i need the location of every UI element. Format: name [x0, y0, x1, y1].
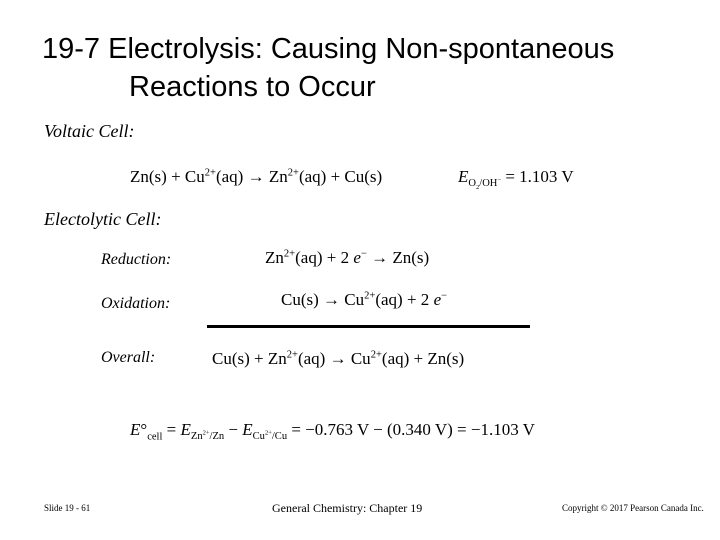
title-line-2: Reactions to Occur — [129, 71, 376, 103]
title-line-1: 19-7 Electrolysis: Causing Non-spontaneous — [42, 33, 615, 65]
reduction-equation: $Zn^{2+}(aq) + 2$ e− → Zn(s) — [265, 248, 430, 267]
voltaic-equation: $Zn(s) + Cu^{2+}(aq) \to Zn^{2+}(aq) + Cu(s)$ — [130, 167, 383, 186]
slide-number: Slide 19 - 61 — [44, 503, 91, 513]
voltaic-heading: Voltaic Cell: — [44, 121, 135, 141]
overall-equation: $Cu(s) + Zn^{2+}(aq) \to Cu^{2+}(aq) + Zn(s)$ — [212, 349, 465, 368]
oxidation-equation: $Cu(s) \to Cu^{2+}(aq) + 2$ e− — [281, 290, 448, 309]
electrolytic-heading: Electolytic Cell: — [44, 209, 162, 229]
ecell-equation: $E^\circ_{cell} = E_{Zn^{2+}/Zn} - E_{Cu^{2+}/Cu} = -0.763$ V − (0.340 V) = −1.103 V — [130, 420, 535, 443]
overall-label: Overall: — [101, 349, 156, 366]
footer-copyright: Copyright © 2017 Pearson Canada Inc. — [562, 503, 704, 513]
footer-course: General Chemistry: Chapter 19 — [272, 501, 423, 515]
voltaic-potential: $E_{O_2/OH^-} = 1.103$ V — [458, 167, 574, 192]
overall-separator-line — [207, 325, 530, 328]
reduction-label: Reduction: — [101, 251, 172, 268]
slide-title — [42, 30, 614, 106]
oxidation-label: Oxidation: — [101, 295, 171, 312]
